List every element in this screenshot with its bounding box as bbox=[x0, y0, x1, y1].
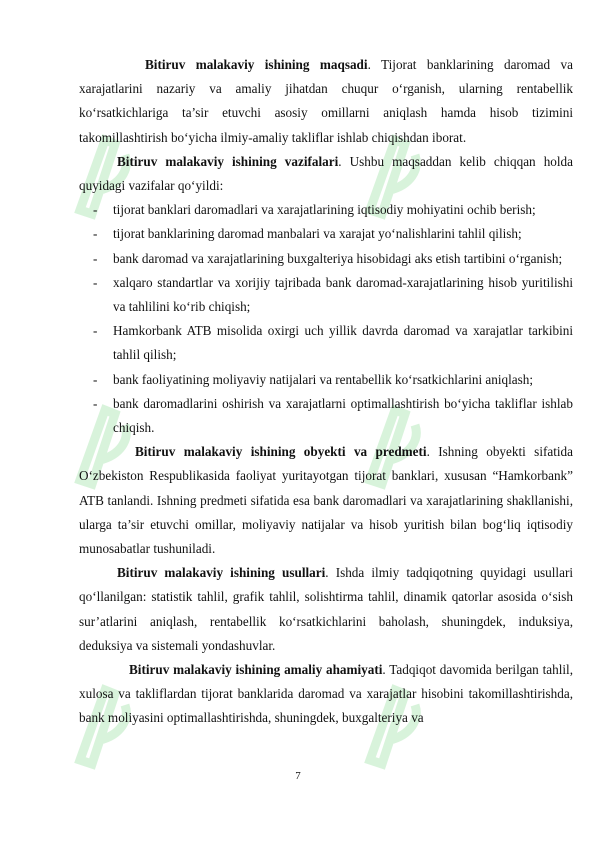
list-item bbox=[79, 247, 573, 271]
methods-text: . Ishda ilmiy tadqiqotning quyidagi usullari qo‘llanilgan: statistik tahlil, grafik tahlil, solishtirma tahlil, dinamik qatorlar asosida o‘sish sur’atlarini aniqlash, rentabellik ko‘rsatkichlarini baholash, shuningdek, induksiya, deduksiya va sistemali yondashuvlar. bbox=[79, 565, 573, 653]
paragraph-tasks bbox=[79, 150, 573, 198]
paragraph-object-subject bbox=[79, 440, 573, 561]
page-body bbox=[79, 53, 573, 731]
list-item-text: Hamkorbank ATB misolida oxirgi uch yillik davrda daromad va xarajatlar tarkibini tahlil qilish; bbox=[113, 323, 573, 363]
list-item bbox=[79, 222, 573, 246]
list-item-text: bank faoliyatining moliyaviy natijalari va rentabellik ko‘rsatkichlarini aniqlash; bbox=[113, 371, 534, 387]
paragraph-methods bbox=[79, 561, 573, 658]
list-item bbox=[79, 319, 573, 367]
purpose-heading: Bitiruv malakaviy ishining maqsadi bbox=[145, 57, 368, 72]
practical-significance-heading: Bitiruv malakaviy ishining amaliy ahamiyati bbox=[129, 662, 383, 678]
list-dash: - bbox=[93, 323, 98, 339]
list-dash: - bbox=[93, 395, 98, 411]
tasks-heading: Bitiruv malakaviy ishining vazifalari bbox=[117, 153, 339, 169]
list-dash: - bbox=[93, 250, 98, 266]
list-item bbox=[79, 392, 573, 440]
list-dash: - bbox=[93, 226, 98, 242]
paragraph-purpose bbox=[79, 53, 573, 150]
list-item bbox=[79, 198, 573, 222]
list-item-text: bank daromadlarini oshirish va xarajatlarni optimallashtirish bo‘yicha takliflar ishlab chiqish. bbox=[113, 395, 573, 436]
tasks-list bbox=[79, 198, 573, 440]
methods-heading: Bitiruv malakaviy ishining usullari bbox=[117, 565, 326, 581]
practical-significance-text: . Tadqiqot davomida berilgan tahlil, xulosa va takliflardan tijorat banklarida daromad va xarajatlar hisobini takomillashtirishda, bank moliyasini optimallashtirishda, shuningdek, buxgalteriya va bbox=[79, 662, 573, 726]
list-dash: - bbox=[93, 202, 98, 218]
purpose-text: . Tijorat banklarining daromad va xarajatlarini nazariy va amaliy jihatdan chuqur o‘rganish, ularning rentabellik ko‘rsatkichlariga ta’sir etuvchi asosiy omillarni aniqlash hamda hisob tizimini takomillashtirish bo‘yicha ilmiy-amaliy takliflar ishlab chiqishdan iborat. bbox=[79, 57, 573, 145]
object-subject-heading: Bitiruv malakaviy ishining obyekti va predmeti bbox=[135, 444, 427, 460]
list-dash: - bbox=[93, 274, 98, 290]
list-item bbox=[79, 271, 573, 319]
list-item bbox=[79, 368, 573, 392]
list-dash: - bbox=[93, 371, 98, 387]
page-number: 7 bbox=[295, 770, 301, 782]
paragraph-practical-significance bbox=[79, 658, 573, 731]
list-item-text: bank daromad va xarajatlarining buxgalteriya hisobidagi aks etish tartibini o‘rganish; bbox=[113, 250, 563, 266]
tasks-intro-text: . Ushbu maqsaddan kelib chiqqan holda quyidagi vazifalar qo‘yildi: bbox=[79, 153, 573, 194]
list-item-text: tijorat banklarining daromad manbalari va xarajat yo‘nalishlarini tahlil qilish; bbox=[113, 226, 522, 242]
list-item-text: xalqaro standartlar va xorijiy tajribada bank daromad-xarajatlarining hisob yuritilishi va tahlilini ko‘rib chiqish; bbox=[113, 274, 573, 315]
object-subject-text: . Ishning obyekti sifatida O‘zbekiston Respublikasida faoliyat yuritayotgan tijorat banklari, xususan “Hamkorbank” ATB tanlandi. Ishning predmeti sifatida esa bank daromadlari va xarajatlarining shakllanishi, ularga ta’sir etuvchi omillar, moliyaviy natijalar va hisob yuritish bilan bog‘liq iqtisodiy munosabatlar tushuniladi. bbox=[79, 444, 574, 557]
list-item-text: tijorat banklari daromadlari va xarajatlarining iqtisodiy mohiyatini ochib berish; bbox=[113, 202, 536, 218]
